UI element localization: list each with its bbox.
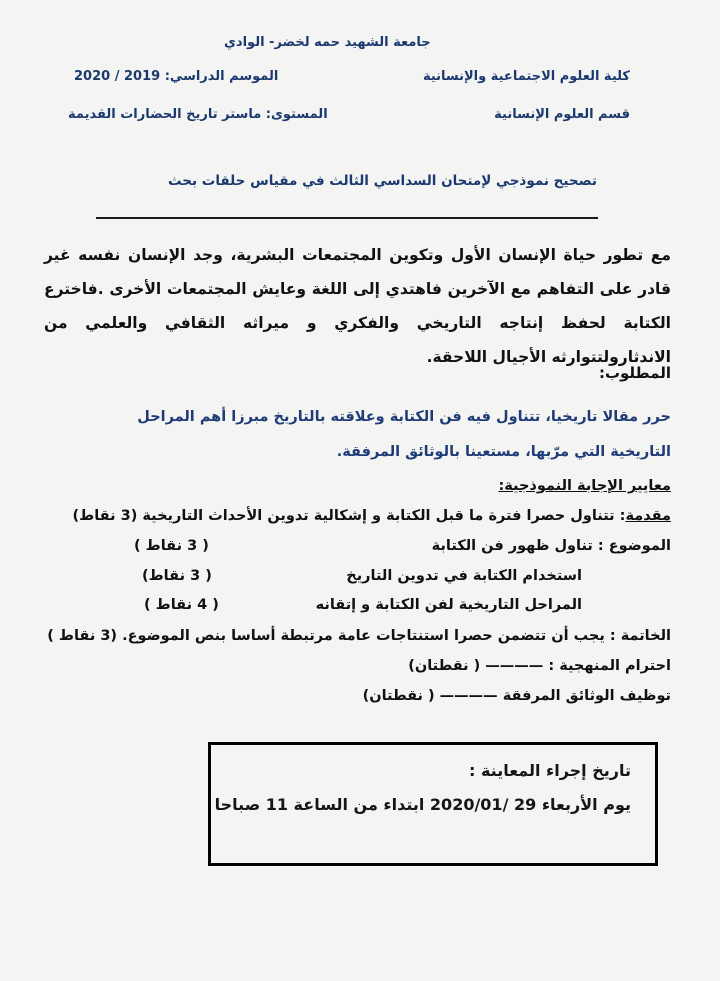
inspection-date-box xyxy=(208,742,658,866)
document-title: تصحيح نموذجي لإمتحان السداسي الثالث في مقياس حلقات بحث xyxy=(168,173,597,189)
title-divider xyxy=(96,217,598,219)
required-heading: المطلوب: xyxy=(598,364,671,382)
faculty-name: كلية العلوم الاجتماعية والإنسانية xyxy=(422,69,630,84)
criterion-methodology: احترام المنهجية : ———— ( نقطتان) xyxy=(408,658,671,674)
required-text: حرر مقالا تاريخيا، تتناول فيه فن الكتابة وعلاقته بالتاريخ مبرزا أهم المراحل التاريخية التي مرّبها، مستعينا بالوثائق المرفقة. xyxy=(137,409,671,460)
criterion-stages: المراحل التاريخية لفن الكتابة و إتقانه xyxy=(315,597,582,613)
inspection-detail: يوم الأربعاء 29 /2020/01 ابتداء من الساعة 11 صباحا xyxy=(214,795,631,814)
criterion-usage: استخدام الكتابة في تدوين التاريخ xyxy=(346,568,582,584)
academic-year: الموسم الدراسي: 2019 / 2020 xyxy=(74,69,279,84)
criterion-topic: الموضوع : تناول ظهور فن الكتابة xyxy=(431,538,671,554)
inspection-heading: تاريخ إجراء المعاينة : xyxy=(468,761,631,780)
criterion-usage-points: ( 3 نقاط) xyxy=(142,568,212,584)
university-name: جامعة الشهيد حمه لخضر- الوادي xyxy=(224,35,431,50)
introduction-label: مقدمة xyxy=(625,508,671,524)
level: المستوى: ماستر تاريخ الحضارات القديمة xyxy=(68,107,328,122)
intro-paragraph: مع تطور حياة الإنسان الأول وتكوين المجتمعات البشرية، وجد الإنسان نفسه غير قادر على التفاهم مع الآخرين فاهتدي إلى اللغة وعايش المجتمعات الأخرى .فاخترع الكتابة لحفظ إنتاجه التاريخي والفكري و ميراثه الثقافي والعلمي من الاندثارولتتوارثه الأجيال اللاحقة. xyxy=(44,246,671,366)
criteria-heading: معايير الإجابة النموذجية: xyxy=(498,478,671,494)
criterion-topic-points: ( 3 نقاط ) xyxy=(134,538,209,554)
criterion-conclusion: الخاتمة : يجب أن تتضمن حصرا استنتاجات عامة مرتبطة أساسا بنص الموضوع. (3 نقاط ) xyxy=(47,628,671,644)
criterion-documents: توظيف الوثائق المرفقة ———— ( نقطتان) xyxy=(362,688,671,704)
department-name: قسم العلوم الإنسانية xyxy=(494,107,630,122)
criterion-introduction xyxy=(73,508,671,525)
criterion-stages-points: ( 4 نقاط ) xyxy=(144,597,219,613)
introduction-text: : تتناول حصرا فترة ما قبل الكتابة و إشكالية تدوين الأحداث التاريخية (3 نقاط) xyxy=(72,508,626,524)
